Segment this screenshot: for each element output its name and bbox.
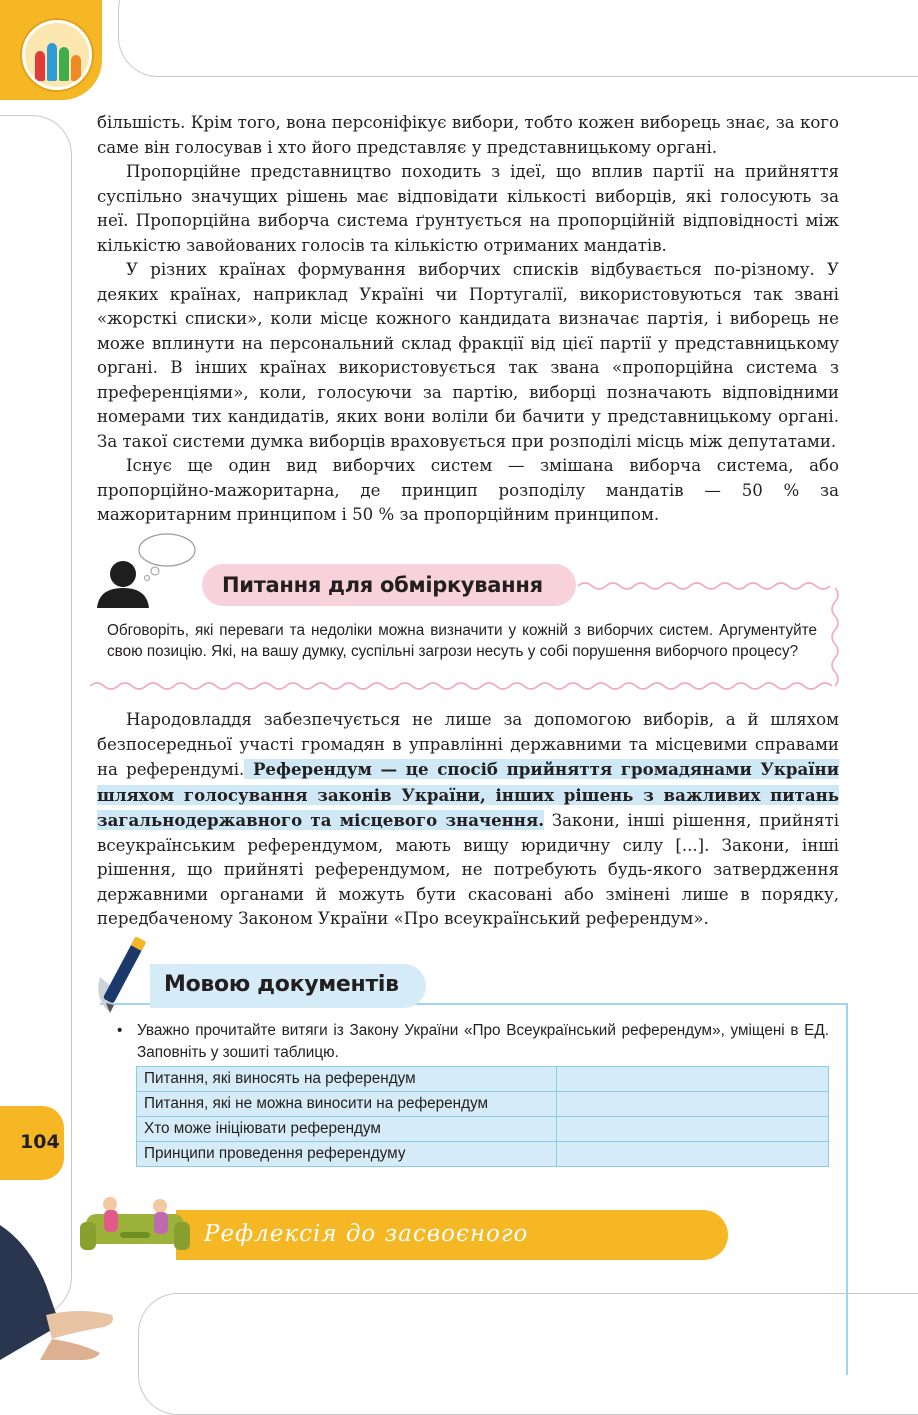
table-cell-question: Питання, які виносять на референдум (137, 1067, 557, 1092)
page-number: 104 (20, 1131, 60, 1153)
table-cell-question: Принципи проведення референдуму (137, 1142, 557, 1167)
main-text (97, 111, 839, 528)
table-row (137, 1142, 829, 1167)
table-row (137, 1092, 829, 1117)
paragraph: Пропорційне представництво походить з ідеї, що вплив партії на прийняття суспільно значущих рішень має відповідати кількості виборців, які голосують за неї. Пропорційна виборча система ґрунтується на пропорційній відповідності між кількістю завойованих голосів та кількістю отриманих мандатів. (97, 162, 839, 255)
table-cell-question: Питання, які не можна виносити на референдум (137, 1092, 557, 1117)
reflection-banner (176, 1210, 728, 1260)
table-cell-answer (557, 1142, 829, 1167)
table-cell-question: Хто може ініціювати референдум (137, 1117, 557, 1142)
table-cell-answer (557, 1067, 829, 1092)
table-row (137, 1067, 829, 1092)
referendum-intro: Народовладдя забезпечується не лише за допомогою виборів, а й шляхом безпосередньої участі громадян в управлінні державними та місцевими справами на референдумі. (97, 710, 839, 779)
think-section-title (202, 564, 576, 606)
paragraph: У різних країнах формування виборчих списків відбувається по-різному. У деяких країнах, наприклад Україні чи Португалії, використовуються так звані «жорсткі списки», коли місце кожного кандидата визначає партія, і виборець не може вплинути на персональний склад фракції від цієї партії у представницькому органі. В інших країнах використовується так звана «пропорційна система з преференціями», коли, голосуючи за партію, виборці позначають відповідними номерами тих кандидатів, яких вони воліли би бачити у представницькому органі. За такої системи думка виборців враховується при розподілі місць між депутатами. (97, 260, 839, 451)
thinking-person-icon (97, 530, 197, 610)
task-text: Уважно прочитайте витяги із Закону України «Про Всеукраїнський референдум», уміщені в ЕД. Заповніть у зошиті таблицю. (137, 1022, 829, 1061)
paragraph: більшість. Крім того, вона персоніфікує вибори, тобто кожен виборець знає, за кого саме він голосував і хто його представляє у представницькому органі. (97, 113, 839, 157)
hand-writing-icon (0, 1215, 120, 1360)
top-frame (118, 0, 918, 77)
referendum-definition: Референдум — це спосіб прийняття громадянами України шляхом голосування законів України, інших рішень з важливих питань загальнодержавного та місцевого значення. (97, 759, 839, 830)
think-title-text: Питання для обміркування (222, 573, 543, 597)
referendum-text (97, 708, 839, 932)
table-cell-answer (557, 1117, 829, 1142)
table-cell-answer (557, 1092, 829, 1117)
family-logo-icon (22, 20, 92, 90)
documents-section-title (150, 964, 426, 1008)
documents-title-text: Мовою документів (164, 972, 399, 997)
paragraph: Існує ще один вид виборчих систем — змішана виборча система, або пропорційно-мажоритарна, де принцип розподілу мандатів — 50 % за мажоритарним принципом і 50 % за пропорційним принципом. (97, 456, 839, 524)
think-question: Обговоріть, які переваги та недоліки можна визначити у кожній з виборчих систем. Аргументуйте свою позицію. Які, на вашу думку, суспільні загрози несуть у собі порушення виборчого процесу? (107, 622, 817, 660)
reflection-title: Рефлексія до засвоєного (204, 1221, 529, 1247)
bullet: • (117, 1022, 123, 1039)
documents-task (117, 1020, 829, 1064)
referendum-rest: Закони, інші рішення, прийняті всеукраїнським референдумом, мають вищу юридичну силу [...]. Закони, інші рішення, що прийняті референдумом, не потребують будь-якого затвердження державними органами й можуть бути скасовані або змінені лише в порядку, передбаченому Законом України «Про всеукраїнський референдум». (97, 811, 840, 928)
table-row (137, 1117, 829, 1142)
documents-table (136, 1066, 829, 1167)
